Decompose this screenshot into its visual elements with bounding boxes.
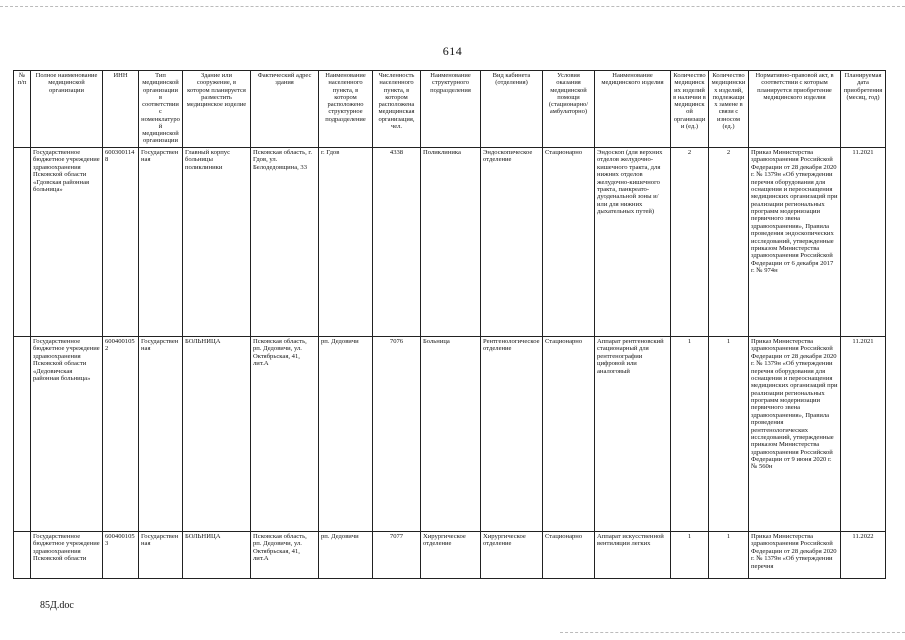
cell-type: Государственная xyxy=(139,337,183,532)
equipment-table xyxy=(13,70,886,579)
cell-org: Государственное бюджетное учреждение здравоохранения Псковской области xyxy=(31,532,103,579)
cell-room: Эндоскопическое отделение xyxy=(481,148,543,337)
cell-population: 4338 xyxy=(373,148,421,337)
cell-locality: рп. Дедовичи xyxy=(319,337,373,532)
cell-locality: рп. Дедовичи xyxy=(319,532,373,579)
table-header-row xyxy=(14,71,886,148)
header-date: Планируемая дата приобретения (месяц, год) xyxy=(841,71,886,148)
page-number: 614 xyxy=(442,44,463,58)
header-device: Наименование медицинского изделия xyxy=(595,71,671,148)
cell-address: Псковская область, рп. Дедовичи, ул. Октябрьская, 41, лит.А xyxy=(251,532,319,579)
table-row xyxy=(14,148,886,337)
cell-type: Государственная xyxy=(139,532,183,579)
cell-inn: 6004001053 xyxy=(103,532,139,579)
cell-device: Эндоскоп (для верхних отделов желудочно-кишечного тракта, для нижних отделов желудочно-кишечного тракта, панкреато-дуоденальной зоны и/или для нижних дыхательных путей) xyxy=(595,148,671,337)
cell-act: Приказ Министерства здравоохранения Российской Федерации от 28 декабря 2020 г. № 1379н «Об утверждении перечня xyxy=(749,532,841,579)
scan-edge-top xyxy=(0,6,905,7)
cell-conditions: Стационарно xyxy=(543,532,595,579)
cell-qty-replace: 2 xyxy=(709,148,749,337)
cell-qty-replace: 1 xyxy=(709,532,749,579)
header-room: Вид кабинета (отделения) xyxy=(481,71,543,148)
cell-date: 11.2021 xyxy=(841,337,886,532)
cell-conditions: Стационарно xyxy=(543,148,595,337)
cell-qty-have: 2 xyxy=(671,148,709,337)
table-row xyxy=(14,337,886,532)
cell-device: Аппарат искусственной вентиляции легких xyxy=(595,532,671,579)
cell-num xyxy=(14,148,31,337)
cell-date: 11.2021 xyxy=(841,148,886,337)
header-act: Нормативно-правовой акт, в соответствии с которым планируется приобретение медицинского изделия xyxy=(749,71,841,148)
cell-conditions: Стационарно xyxy=(543,337,595,532)
header-org: Полное наименование медицинской организации xyxy=(31,71,103,148)
cell-qty-replace: 1 xyxy=(709,337,749,532)
cell-type: Государственная xyxy=(139,148,183,337)
cell-device: Аппарат рентгеновский стационарный для рентгенографии цифровой или аналоговый xyxy=(595,337,671,532)
header-population: Численность населенного пункта, в котором расположена медицинская организация, чел. xyxy=(373,71,421,148)
cell-date: 11.2022 xyxy=(841,532,886,579)
cell-qty-have: 1 xyxy=(671,532,709,579)
cell-qty-have: 1 xyxy=(671,337,709,532)
cell-org: Государственное бюджетное учреждение здравоохранения Псковской области «Гдовская районная больница» xyxy=(31,148,103,337)
cell-num xyxy=(14,532,31,579)
header-address: Фактический адрес здания xyxy=(251,71,319,148)
header-unit: Наименование структурного подразделения xyxy=(421,71,481,148)
cell-population: 7076 xyxy=(373,337,421,532)
table-row xyxy=(14,532,886,579)
header-qty-have: Количество медицинских изделий в наличии в медицинской организации (ед.) xyxy=(671,71,709,148)
cell-unit: Больница xyxy=(421,337,481,532)
cell-inn: 6003001148 xyxy=(103,148,139,337)
cell-act: Приказ Министерства здравоохранения Российской Федерации от 28 декабря 2020 г. № 1379н «Об утверждении перечня оборудования для оснащения и переоснащения медицинских организаций при реализации региональных программ модернизации первичного звена здравоохранения», Правила проведения рентгенологических исследований, утвержденные приказом Министерства здравоохранения Российской Федерации от 9 июня 2020 г. № 560н xyxy=(749,337,841,532)
header-building: Здание или сооружение, в котором планируется разместить медицинское изделие xyxy=(183,71,251,148)
cell-unit: Хирургическое отделение xyxy=(421,532,481,579)
cell-population: 7077 xyxy=(373,532,421,579)
header-num: № п/п xyxy=(14,71,31,148)
cell-org: Государственное бюджетное учреждение здравоохранения Псковской области «Дедовичская районная больница» xyxy=(31,337,103,532)
cell-num xyxy=(14,337,31,532)
cell-act: Приказ Министерства здравоохранения Российской Федерации от 28 декабря 2020 г. № 1379н «Об утверждении перечня оборудования для оснащения и переоснащения медицинских организаций при реализации региональных программ модернизации первичного звена здравоохранения», Правила проведения эндоскопических исследований, утвержденные приказом Министерства здравоохранения Российской Федерации от 6 декабря 2017 г. № 974н xyxy=(749,148,841,337)
scan-edge-bottom xyxy=(560,632,905,633)
document-filename: 85Д.doc xyxy=(40,600,74,611)
cell-room: Хирургическое отделение xyxy=(481,532,543,579)
header-type: Тип медицинской организации в соответствии с номенклатурой медицинской организации xyxy=(139,71,183,148)
header-locality: Наименование населенного пункта, в котором расположено структурное подразделение xyxy=(319,71,373,148)
header-qty-replace: Количество медицинских изделий, подлежащих замене в связи с износом (ед.) xyxy=(709,71,749,148)
cell-address: Псковская область, г. Гдов, ул. Белодедовщина, 33 xyxy=(251,148,319,337)
cell-locality: г. Гдов xyxy=(319,148,373,337)
cell-room: Рентгенологическое отделение xyxy=(481,337,543,532)
header-inn: ИНН xyxy=(103,71,139,148)
cell-building: Главный корпус больницы поликлиники xyxy=(183,148,251,337)
cell-building: БОЛЬНИЦА xyxy=(183,337,251,532)
cell-unit: Поликлиника xyxy=(421,148,481,337)
cell-inn: 6004001052 xyxy=(103,337,139,532)
cell-building: БОЛЬНИЦА xyxy=(183,532,251,579)
header-conditions: Условия оказания медицинской помощи (стационарно/амбулаторно) xyxy=(543,71,595,148)
cell-address: Псковская область, рп. Дедовичи, ул. Октябрьская, 41, лит.А xyxy=(251,337,319,532)
